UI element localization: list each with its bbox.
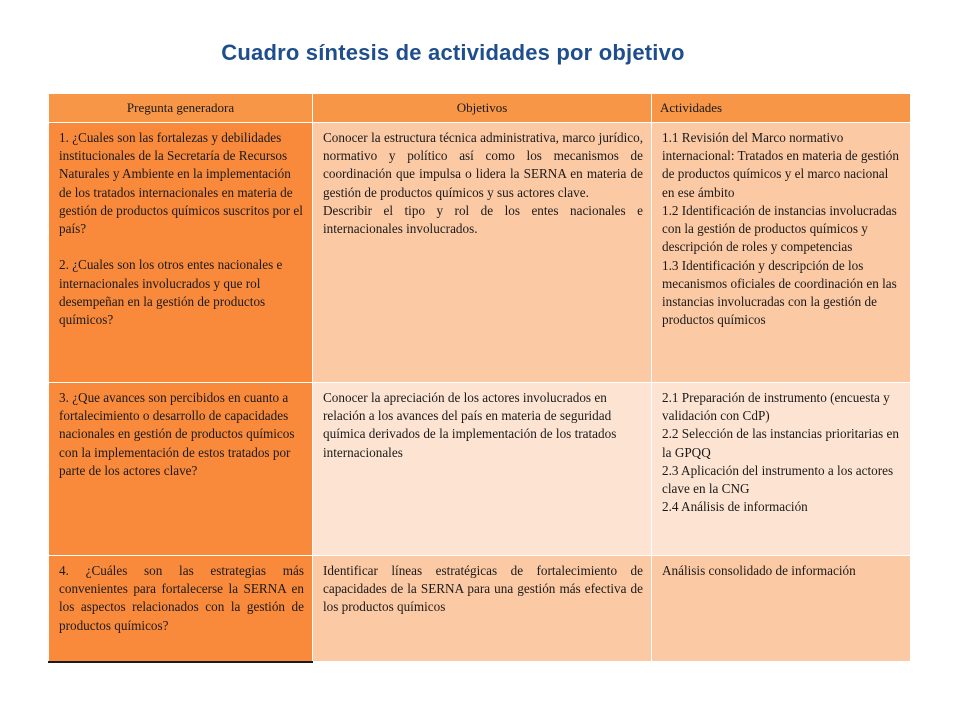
activity-cell [652,556,911,662]
activity-cell [652,123,911,383]
question-text: 3. ¿Que avances son percibidos en cuanto a fortalecimiento o desarrollo de capacidades nacionales en gestión de productos químicos con la implementación de estos tratados por parte de los actores clave? [59,390,295,478]
objective-text: Describir el tipo y rol de los entes nacionales e internacionales involucrados. [323,202,643,237]
table-row [49,383,911,556]
activity-text: 2.1 Preparación de instrumento (encuesta y validación con CdP) [662,390,890,424]
header-actividades: Actividades [652,94,911,123]
table-row [49,123,911,383]
activity-text: 2.4 Análisis de información [662,499,808,515]
activity-text: 1.1 Revisión del Marco normativo internacional: Tratados en materia de gestión de productos químicos y el marco nacional en ese ámbito [662,130,899,200]
objective-cell [313,123,652,383]
question-text: 1. ¿Cuales son las fortalezas y debilidades institucionales de la Secretaría de Recursos Naturales y Ambiente en la implementación de los tratados internacionales en materia de gestión de productos químicos suscritos por el país? [59,130,303,237]
objective-cell [313,556,652,662]
synthesis-table [48,93,911,663]
objective-text: Conocer la apreciación de los actores involucrados en relación a los avances del país en materia de seguridad química derivados de la implementación de los tratados internacionales [323,390,617,460]
table-row [49,556,911,662]
activity-text: Análisis consolidado de información [662,563,856,578]
table-header-row [49,94,911,123]
activity-text: 2.3 Aplicación del instrumento a los actores clave en la CNG [662,462,894,497]
objective-cell [313,383,652,556]
page-title: Cuadro síntesis de actividades por objetivo [221,40,685,65]
header-pregunta: Pregunta generadora [49,94,313,123]
activity-text: 2.2 Selección de las instancias prioritarias en la GPQQ [662,426,899,460]
activity-text: 1.3 Identificación y descripción de los mecanismos oficiales de coordinación en las instancias involucradas con la gestión de productos químicos [662,257,897,328]
question-text: 2. ¿Cuales son los otros entes nacionales e internacionales involucrados y que rol desempeñan en la gestión de productos químicos? [59,257,283,327]
objective-text: Conocer la estructura técnica administrativa, marco jurídico, normativo y político así como los mecanismos de coordinación que impulsa o lidera la SERNA en materia de gestión de productos químicos y sus actores clave. [323,130,643,200]
objective-text: Identificar líneas estratégicas de fortalecimiento de capacidades de la SERNA para una gestión más efectiva de los productos químicos [323,563,643,615]
question-cell [49,123,313,383]
question-text: 4. ¿Cuáles son las estrategias más convenientes para fortalecerse la SERNA en los aspectos relacionados con la gestión de productos químicos? [59,563,304,633]
question-cell [49,556,313,662]
activity-text: 1.2 Identificación de instancias involucradas con la gestión de productos químicos y descripción de roles y competencias [662,202,897,255]
header-objetivos: Objetivos [313,94,652,123]
question-cell [49,383,313,556]
activity-cell [652,383,911,556]
